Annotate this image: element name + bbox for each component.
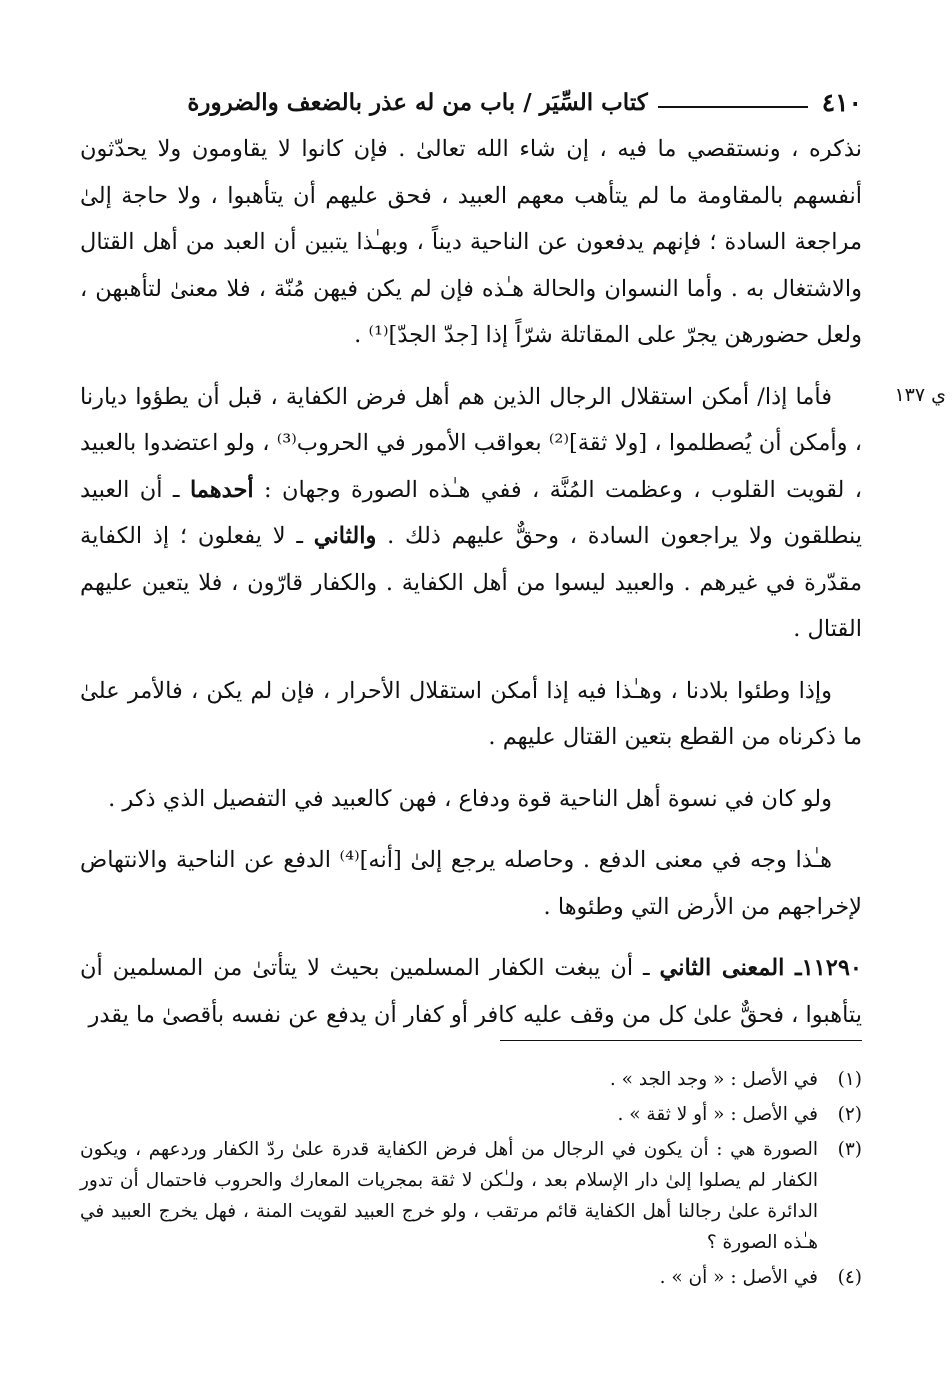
paragraph: وإذا وطئوا بلادنا ، وهـٰذا فيه إذا أمكن استقلال الأحرار ، فإن لم يكن ، فالأمر علىٰ ما ذكرناه من القطع بتعين القتال عليهم .	[80, 677, 862, 750]
footnote-text: في الأصل : « أن » .	[659, 1267, 818, 1288]
footnote-rule	[500, 1040, 862, 1041]
paragraph: ولو كان في نسوة أهل الناحية قوة ودفاع ، فهن كالعبيد في التفصيل الذي ذكر .	[108, 785, 832, 812]
footnote-number: (٢)	[837, 1104, 862, 1125]
footnote-text: الصورة هي : أن يكون في الرجال من أهل فرض الكفاية قدرة علىٰ ردّ الكفار وردعهم ، ويكون الكفار لم يصلوا إلىٰ دار الإسلام بعد ، ولـٰكن لا ثقة بمجريات المعارك والحروب فاحتمال أن تدور الدائرة علىٰ رجالنا أهل الكفاية قائم مرتقب ، ولو خرج العبيد لقويت المنة ، فهل يخرج العبيد في هـٰذه الصورة ؟	[80, 1139, 818, 1253]
footnote	[80, 1134, 862, 1258]
margin-reference: ي ١٣٧	[894, 384, 946, 406]
footnote-text: في الأصل : « أو لا ثقة » .	[617, 1104, 818, 1125]
section-heading: ١١٢٩٠ـ المعنى الثاني	[659, 955, 862, 981]
paragraph-text: فأما إذا/ أمكن استقلال الرجال الذين هم أهل فرض الكفاية ، قبل أن يطؤوا ديارنا ، وأمكن أن يُصطلموا ، [ولا ثقة]⁽²⁾ بعواقب الأمور في الحروب⁽³⁾ ، ولو اعتضدوا بالعبيد ، لقويت القلوب ، وعظمت المُنَّة ، ففي هـٰذه الصورة وجهان :	[80, 383, 862, 503]
running-header	[80, 82, 862, 122]
paragraph	[80, 945, 862, 1038]
footnote-number: (٤)	[837, 1267, 862, 1288]
footnote-text: في الأصل : « وجد الجد » .	[609, 1069, 818, 1090]
footnotes	[80, 1064, 862, 1297]
paragraph: هـٰذا وجه في معنى الدفع . وحاصله يرجع إلىٰ [أنه]⁽⁴⁾ الدفع عن الناحية والانتهاض لإخراجهم من الأرض التي وطئوها .	[80, 847, 862, 920]
main-text	[80, 126, 862, 1038]
header-rule	[658, 106, 808, 108]
paragraph-text: ـ أن يبغت الكفار المسلمين بحيث لا يتأتىٰ من المسلمين أن يتأهبوا ، فحقٌّ علىٰ كل من وقف عليه كافر أو كفار أن يدفع عن نفسه بأقصىٰ ما يقدر	[80, 955, 862, 1028]
footnote	[80, 1099, 862, 1130]
paragraph-text: ـ لا يفعلون ؛ إذ الكفاية مقدّرة في غيرهم . والعبيد ليسوا من أهل الكفاية . والكفار قارّون ، فلا يتعين عليهم القتال .	[80, 523, 862, 642]
paragraph: نذكره ، ونستقصي ما فيه ، إن شاء الله تعالىٰ . فإن كانوا لا يقاومون ولا يحدّثون أنفسهم بالمقاومة ما لم يتأهب معهم العبيد ، فحق عليهم أن يتأهبوا ، ولا حاجة إلىٰ مراجعة السادة ؛ فإنهم يدفعون عن الناحية ديناً ، وبهـٰذا يتبين أن العبد من أهل القتال والاشتغال به . وأما النسوان والحالة هـٰذه فإن لم يكن فيهن مُنّة ، فلا معنىٰ لتأهبهن ، ولعل حضورهن يجرّ على المقاتلة شرّاً إذا [جدّ الجدّ]⁽¹⁾ .	[80, 136, 862, 348]
footnote	[80, 1262, 862, 1293]
paragraph	[80, 374, 862, 653]
running-title: كتاب السِّيَر / باب من له عذر بالضعف والضرورة	[187, 88, 648, 116]
paragraph-text: ـ أن العبيد ينطلقون ولا يراجعون السادة ، وحقٌّ عليهم ذلك .	[80, 476, 862, 549]
page-number: ٤١٠	[821, 87, 862, 117]
footnote-number: (١)	[837, 1069, 862, 1090]
footnote	[80, 1064, 862, 1095]
bold-term: أحدهما	[189, 476, 254, 503]
footnote-number: (٣)	[837, 1139, 862, 1160]
bold-term: والثاني	[313, 523, 377, 549]
